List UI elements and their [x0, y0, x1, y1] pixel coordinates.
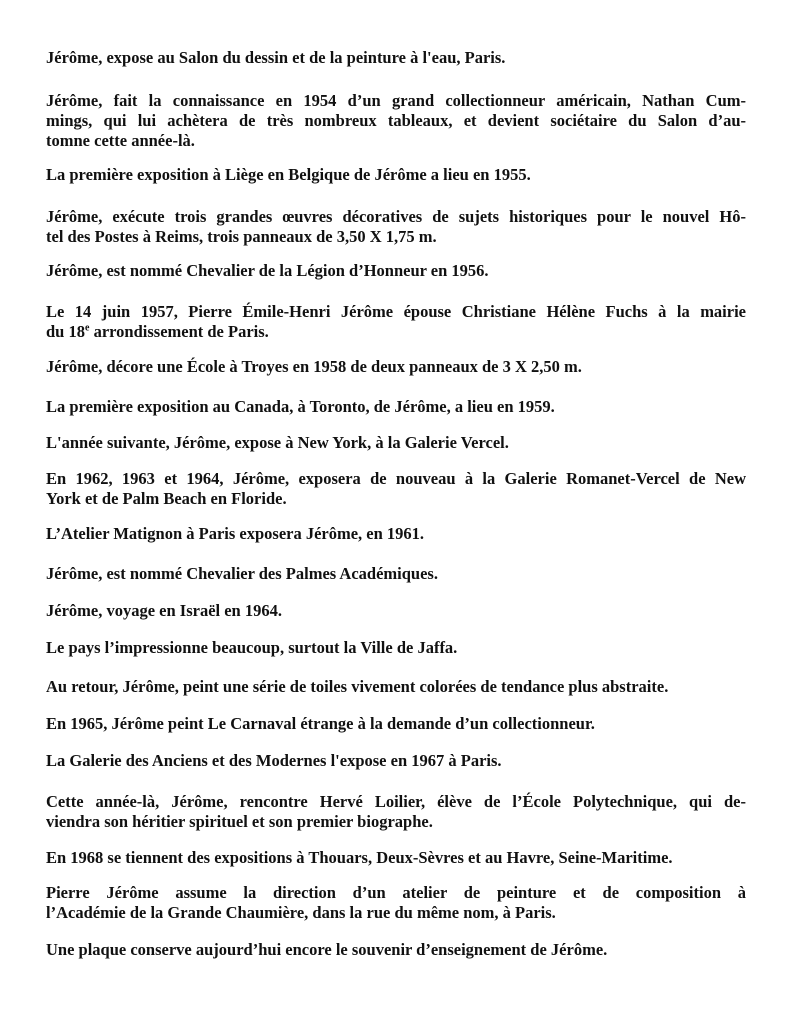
paragraph-line: L'année suivante, Jérôme, expose à New York, à la Galerie Vercel. [46, 433, 509, 452]
paragraph-thouars-havre [46, 848, 746, 868]
paragraph-romanet-vercel [46, 469, 746, 509]
paragraph-salon-dessin [46, 48, 746, 68]
paragraph-line: Au retour, Jérôme, peint une série de toiles vivement colorées de tendance plus abstraite. [46, 677, 669, 696]
paragraph-line: La première exposition à Liège en Belgique de Jérôme a lieu en 1955. [46, 165, 531, 184]
paragraph-canada-toronto [46, 397, 746, 417]
paragraph-toiles-abstraites [46, 677, 746, 697]
paragraph-line: Jérôme, est nommé Chevalier des Palmes Académiques. [46, 564, 438, 583]
paragraph-line: En 1968 se tiennent des expositions à Thouars, Deux-Sèvres et au Havre, Seine-Maritime. [46, 848, 673, 867]
paragraph-legion-honneur [46, 261, 746, 281]
paragraph-atelier-matignon [46, 524, 746, 544]
paragraph-line: Cette année-là, Jérôme, rencontre Hervé Loilier, élève de l’École Polytechnique, qui de- [46, 792, 746, 811]
paragraph-line: La première exposition au Canada, à Toronto, de Jérôme, a lieu en 1959. [46, 397, 555, 416]
paragraph-line: Jérôme, est nommé Chevalier de la Légion d’Honneur en 1956. [46, 261, 489, 280]
paragraph-line: York et de Palm Beach en Floride. [46, 489, 287, 508]
paragraph-line: Le 14 juin 1957, Pierre Émile-Henri Jérôme épouse Christiane Hélène Fuchs à la mairie [46, 302, 746, 321]
paragraph-line: En 1965, Jérôme peint Le Carnaval étrange à la demande d’un collectionneur. [46, 714, 595, 733]
paragraph-herve-loilier [46, 792, 746, 832]
paragraph-line: Jérôme, expose au Salon du dessin et de la peinture à l'eau, Paris. [46, 48, 506, 67]
paragraph-ville-jaffa [46, 638, 746, 658]
paragraph-voyage-israel [46, 601, 746, 621]
superscript: e [84, 322, 90, 334]
paragraph-line: Jérôme, fait la connaissance en 1954 d’un grand collectionneur américain, Nathan Cum- [46, 91, 746, 110]
paragraph-line: tomne cette année-là. [46, 131, 195, 150]
paragraph-line: La Galerie des Anciens et des Modernes l'expose en 1967 à Paris. [46, 751, 502, 770]
paragraph-liege-1955 [46, 165, 746, 185]
paragraph-mariage-1957 [46, 302, 746, 342]
paragraph-line: viendra son héritier spirituel et son premier biographe. [46, 812, 433, 831]
paragraph-line: Jérôme, voyage en Israël en 1964. [46, 601, 282, 620]
paragraph-grande-chaumiere [46, 883, 746, 923]
paragraph-line: Une plaque conserve aujourd’hui encore le souvenir d’enseignement de Jérôme. [46, 940, 608, 959]
paragraph-new-york [46, 433, 746, 453]
paragraph-nathan-cummings [46, 91, 746, 151]
paragraph-galerie-anciens-modernes [46, 751, 746, 771]
line-text: du 18 [46, 322, 85, 341]
paragraph-line: Jérôme, décore une École à Troyes en 1958 de deux panneaux de 3 X 2,50 m. [46, 357, 582, 376]
paragraph-line: tel des Postes à Reims, trois panneaux de 3,50 X 1,75 m. [46, 227, 437, 246]
paragraph-line: Le pays l’impressionne beaucoup, surtout la Ville de Jaffa. [46, 638, 458, 657]
line-text: arrondissement de Paris. [89, 322, 269, 341]
paragraph-ecole-troyes [46, 357, 746, 377]
paragraph-line: l’Académie de la Grande Chaumière, dans la rue du même nom, à Paris. [46, 903, 556, 922]
paragraph-palmes-academiques [46, 564, 746, 584]
paragraph-line: En 1962, 1963 et 1964, Jérôme, exposera de nouveau à la Galerie Romanet-Vercel de New [46, 469, 746, 488]
paragraph-line: Pierre Jérôme assume la direction d’un atelier de peinture et de composition à [46, 883, 746, 902]
paragraph-plaque-souvenir [46, 940, 746, 960]
paragraph-line: Jérôme, exécute trois grandes œuvres décoratives de sujets historiques pour le nouvel Hô- [46, 207, 746, 226]
paragraph-hotel-des-postes [46, 207, 746, 247]
paragraph-carnaval-etrange [46, 714, 746, 734]
paragraph-line: mings, qui lui achètera de très nombreux tableaux, et devient sociétaire du Salon d’au- [46, 111, 746, 130]
paragraph-line [46, 322, 746, 342]
paragraph-line: L’Atelier Matignon à Paris exposera Jérôme, en 1961. [46, 524, 425, 543]
